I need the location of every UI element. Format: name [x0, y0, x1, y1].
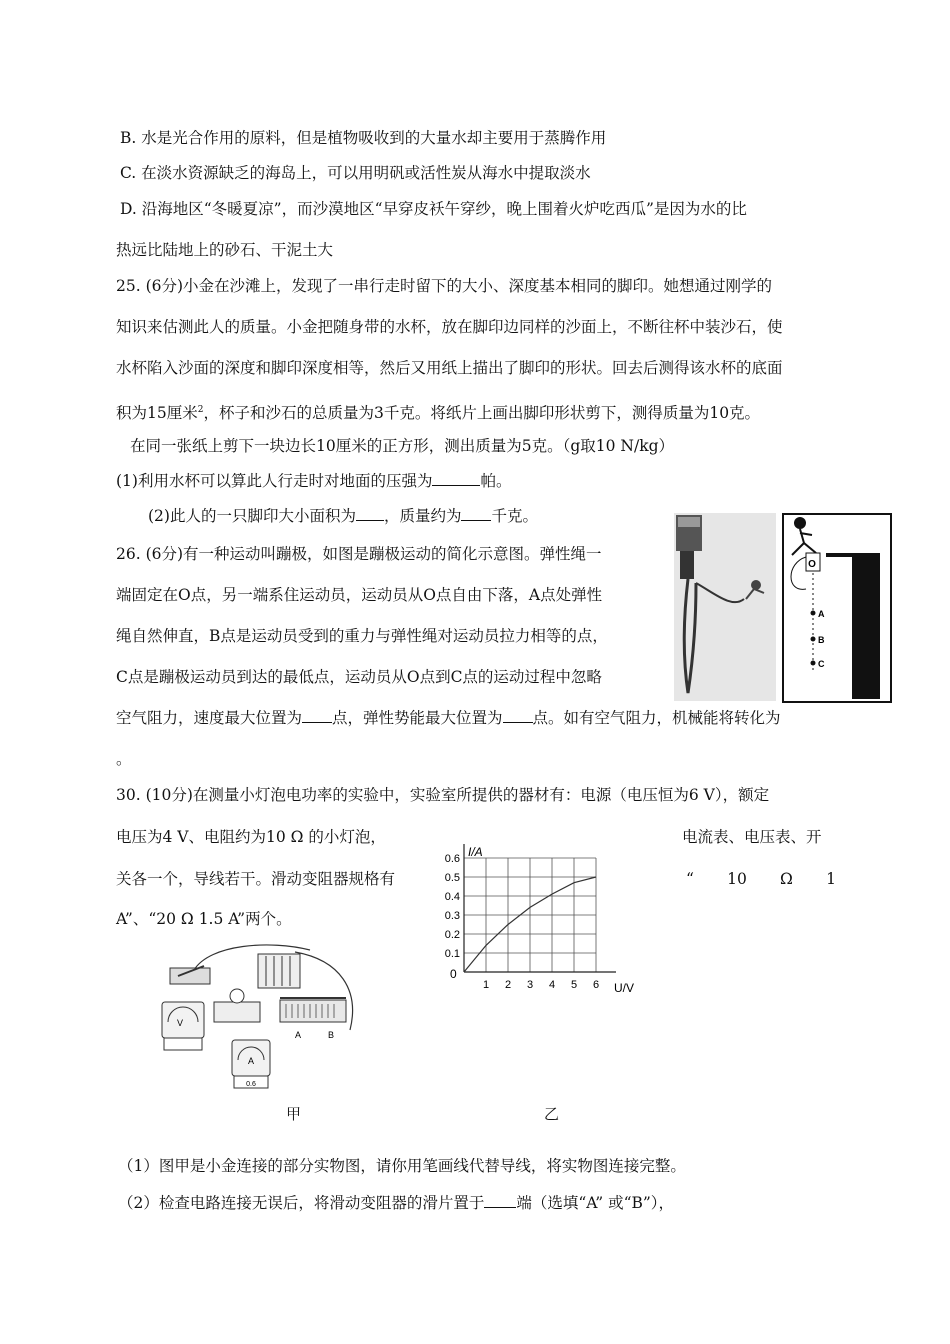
- y-axis-label: I/A: [468, 845, 483, 859]
- q25-line3: 水杯陷入沙面的深度和脚印深度相等，然后又用纸上描出了脚印的形状。回去后测得该水杯的底面: [116, 359, 783, 377]
- chart-grid: [464, 858, 596, 972]
- caption-jia: 甲: [286, 1105, 302, 1123]
- q25-sub2-text2: ，质量约为: [383, 507, 462, 525]
- q25-sub2-text: (2)此人的一只脚印大小面积为: [148, 507, 356, 525]
- q26-blank-elastic[interactable]: [503, 708, 533, 723]
- q25-line4: [116, 400, 760, 423]
- jumper-head-icon: [794, 517, 806, 529]
- q25-sub1-text: (1)利用水杯可以算此人行走时对地面的压强为: [116, 472, 433, 490]
- q25-line4-superscript: 2: [197, 405, 204, 415]
- q26-blank-speed[interactable]: [302, 708, 332, 723]
- x-tick-label: 5: [570, 979, 578, 991]
- point-a-label: A: [818, 609, 825, 619]
- y-tick-label: 0.4: [444, 891, 460, 903]
- q25-sub1: [116, 471, 511, 491]
- q30-sub2-text: （2）检查电路连接无误后，将滑动变阻器的滑片置于: [118, 1194, 485, 1212]
- y-tick-label: 0.2: [444, 929, 460, 941]
- q25-sub2: [148, 506, 538, 526]
- q25-line4-a: 积为15厘米: [116, 404, 198, 423]
- q30-line3-ohm: Ω: [780, 870, 793, 888]
- x-tick-label: 1: [482, 979, 490, 991]
- q30-sub2: [118, 1193, 674, 1213]
- q25-line2: 知识来估测此人的质量。小金把随身带的水杯，放在脚印边同样的沙面上，不断往杯中装沙石，使: [116, 318, 783, 336]
- point-c-label: C: [818, 659, 825, 669]
- q26-line5: [116, 708, 781, 728]
- q26-line6: 。: [116, 750, 132, 768]
- iu-chart: [422, 838, 652, 998]
- q24-option-d-line1: D. 沿海地区“冬暖夏凉”，而沙漠地区“早穿皮袄午穿纱，晚上围着火炉吃西瓜”是因为水的比: [120, 200, 747, 218]
- rheostat-icon: [280, 1000, 346, 1022]
- circuit-figure: [150, 940, 360, 1092]
- origin-label: 0: [450, 967, 457, 981]
- q30-line3-left: 关各一个，导线若干。滑动变阻器规格有: [116, 870, 396, 888]
- q26-line3: 绳自然伸直，B点是运动员受到的重力与弹性绳对运动员拉力相等的点，: [116, 627, 608, 645]
- q25-sub1-blank[interactable]: [432, 471, 480, 486]
- q30-line3-1: 1: [826, 870, 836, 888]
- jumper-figure: [751, 580, 761, 590]
- cliff-wall: [852, 553, 880, 699]
- x-tick-label: 3: [526, 979, 534, 991]
- q25-line5: 在同一张纸上剪下一块边长10厘米的正方形，测出质量为5克。（g取10 N/kg）: [130, 437, 675, 455]
- caption-yi: 乙: [544, 1105, 560, 1123]
- q25-sub1-unit: 帕。: [480, 472, 512, 490]
- q26-line1: 26. (6分)有一种运动叫蹦极，如图是蹦极运动的简化示意图。弹性绳一: [116, 545, 602, 563]
- q26-line5-b: 点，弹性势能最大位置为: [332, 709, 503, 727]
- q30-line2-left: 电压为4 V、电阻约为10 Ω 的小灯泡，: [116, 828, 386, 846]
- q30-sub2-text2: 端（选填“A” 或“B”），: [516, 1194, 675, 1212]
- chart-ticks: [445, 853, 599, 991]
- x-axis-label: U/V: [614, 981, 635, 995]
- ammeter-scale-label: 0.6: [246, 1081, 256, 1088]
- q24-option-d-line2: 热远比陆地上的砂石、干泥土大: [116, 241, 334, 259]
- q26-line4: C点是蹦极运动员到达的最低点，运动员从O点到C点的运动过程中忽略: [116, 668, 602, 686]
- voltmeter-label: V: [176, 1018, 184, 1028]
- point-b-label: B: [818, 635, 825, 645]
- q25-line4-b: ，杯子和沙石的总质量为3千克。将纸片上画出脚印形状剪下，测得质量为10克。: [203, 404, 761, 423]
- x-tick-label: 4: [548, 979, 556, 991]
- q25-line1: 25. (6分)小金在沙滩上，发现了一串行走时留下的大小、深度基本相同的脚印。她想通过刚学的: [116, 277, 773, 295]
- y-tick-label: 0.1: [444, 948, 460, 960]
- q26-line2: 端固定在O点，另一端系住运动员，运动员从O点自由下落，A点处弹性: [116, 586, 603, 604]
- y-tick-label: 0.6: [444, 853, 460, 865]
- q30-line3-10: 10: [727, 870, 747, 888]
- q25-sub2-unit: 千克。: [491, 507, 538, 525]
- q24-option-c: C. 在淡水资源缺乏的海岛上，可以用明矾或活性炭从海水中提取淡水: [120, 164, 591, 182]
- q30-line2-right: 电流表、电压表、开: [682, 828, 822, 846]
- y-tick-label: 0.3: [444, 910, 460, 922]
- q30-line1: 30. (10分)在测量小灯泡电功率的实验中，实验室所提供的器材有：电源（电压恒为6 V），额定: [116, 786, 770, 804]
- lamp-base-icon: [214, 1002, 260, 1022]
- q25-sub2-blank-mass[interactable]: [461, 506, 491, 521]
- bungee-photo: [674, 513, 776, 701]
- bungee-diagram: [782, 513, 892, 703]
- q30-line4: A”、“20 Ω 1.5 A”两个。: [116, 910, 292, 928]
- x-tick-label: 2: [504, 979, 512, 991]
- q26-line5-a: 空气阻力，速度最大位置为: [116, 709, 303, 727]
- q26-line5-c: 点。如有空气阻力，机械能将转化为: [532, 709, 781, 727]
- x-tick-label: 6: [592, 979, 600, 991]
- rheostat-b-label: B: [328, 1030, 335, 1040]
- y-tick-label: 0.5: [444, 872, 460, 884]
- q25-sub2-blank-area[interactable]: [356, 506, 384, 521]
- battery-icon: [258, 954, 300, 988]
- q24-option-b: B. 水是光合作用的原料，但是植物吸收到的大量水却主要用于蒸腾作用: [120, 129, 607, 147]
- q30-line3-right: [686, 869, 836, 889]
- point-o-label: O: [808, 559, 816, 570]
- q30-sub1: （1）图甲是小金连接的部分实物图，请你用笔画线代替导线，将实物图连接完整。: [118, 1157, 686, 1175]
- q30-sub2-blank[interactable]: [484, 1193, 516, 1208]
- q30-line3-quote: “: [686, 870, 694, 888]
- bulb-icon: [230, 989, 244, 1003]
- ammeter-label: A: [247, 1056, 255, 1066]
- rheostat-a-label: A: [295, 1030, 302, 1040]
